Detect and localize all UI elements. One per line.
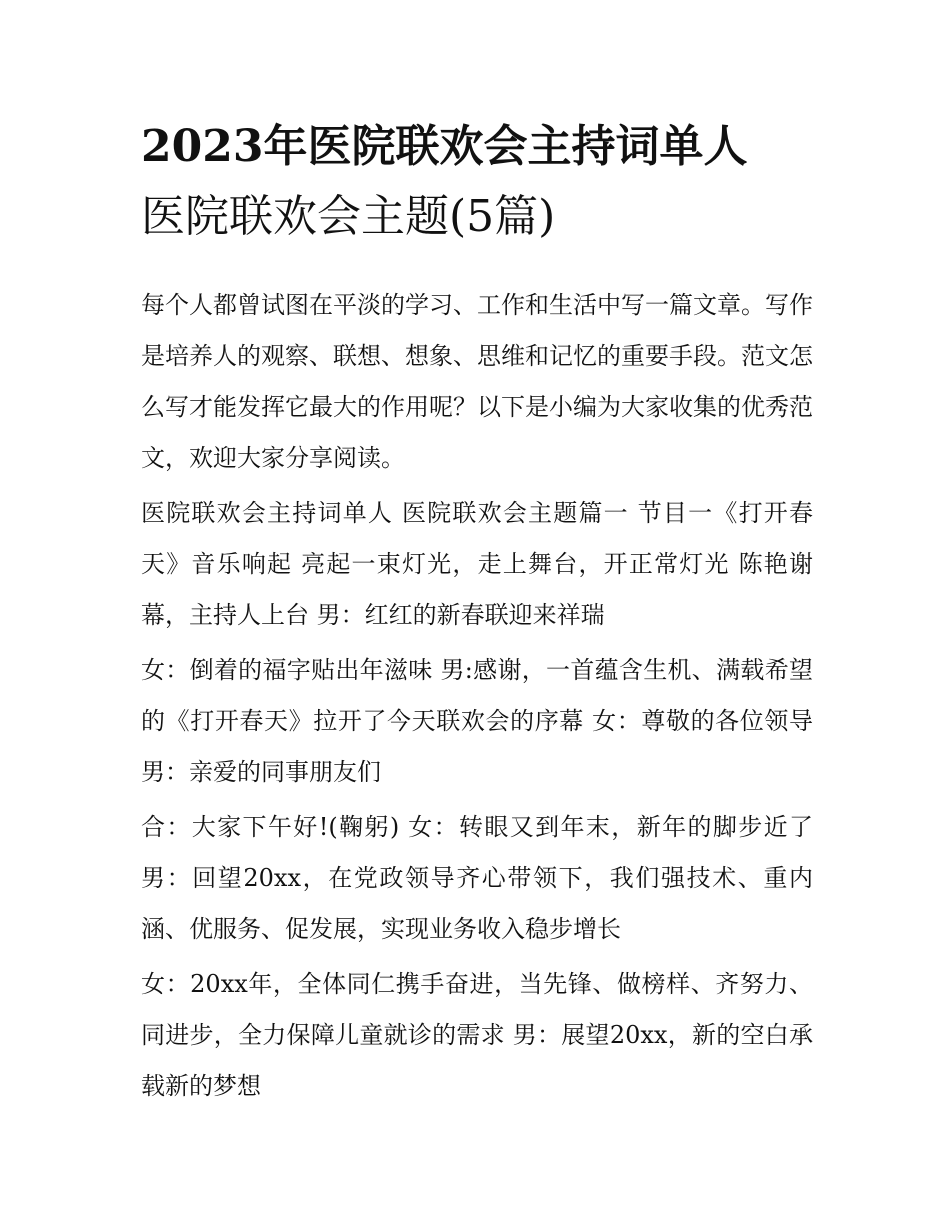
document-title xyxy=(141,112,813,252)
title-line-2: 医院联欢会主题(5篇) xyxy=(141,191,556,242)
document-page xyxy=(141,112,813,1116)
paragraph-greeting: 合：大家下午好!(鞠躬) 女：转眼又到年末，新年的脚步近了 男：回望20xx，在党政领导齐心带领下，我们强技术、重内涵、优服务、促发展，实现业务收入稳步增长 xyxy=(141,813,813,943)
paragraph-opening: 女：倒着的福字贴出年滋味 男:感谢，一首蕴含生机、满载希望的《打开春天》拉开了今天联欢会的序幕 女：尊敬的各位领导 男：亲爱的同事朋友们 xyxy=(141,656,813,786)
paragraph-program-one: 医院联欢会主持词单人 医院联欢会主题篇一 节目一《打开春天》音乐响起 亮起一束灯光，走上舞台，开正常灯光 陈艳谢幕，主持人上台 男：红红的新春联迎来祥瑞 xyxy=(141,499,813,629)
paragraph-intro: 每个人都曾试图在平淡的学习、工作和生活中写一篇文章。写作是培养人的观察、联想、想象、思维和记忆的重要手段。范文怎么写才能发挥它最大的作用呢？以下是小编为大家收集的优秀范文，欢迎大家分享阅读。 xyxy=(141,291,813,472)
title-line-1: 2023年医院联欢会主持词单人 xyxy=(141,121,748,172)
paragraph-outlook: 女：20xx年，全体同仁携手奋进，当先锋、做榜样、齐努力、同进步，全力保障儿童就诊的需求 男：展望20xx，新的空白承载新的梦想 xyxy=(141,970,813,1100)
